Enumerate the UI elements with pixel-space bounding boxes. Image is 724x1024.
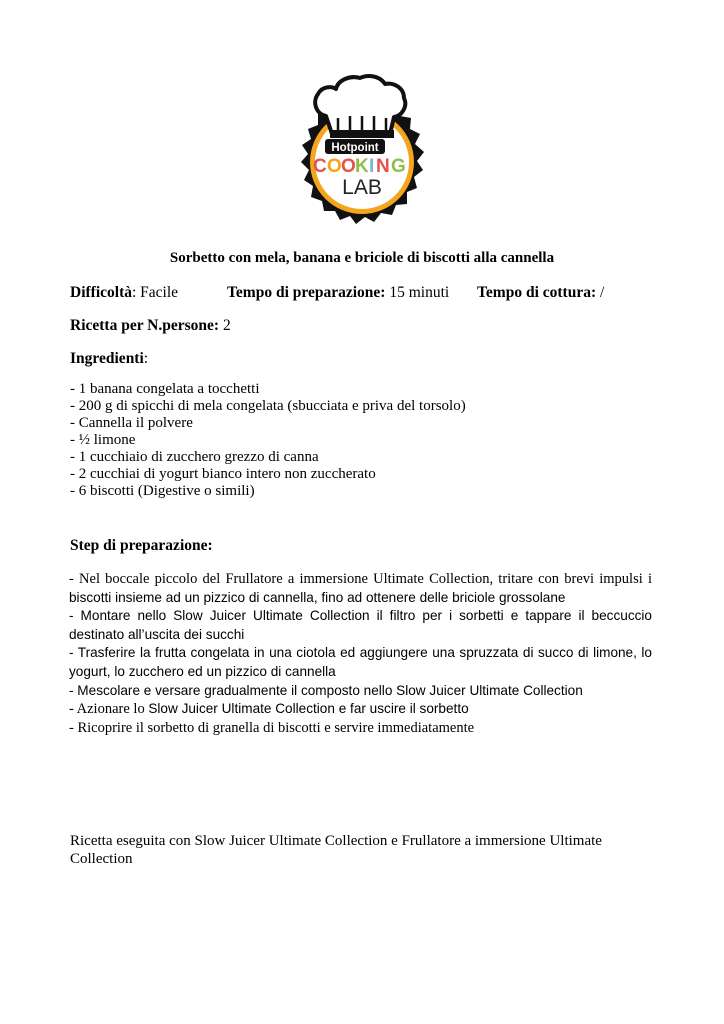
difficulty bbox=[70, 283, 178, 303]
prep-time-label: Tempo di preparazione: bbox=[227, 284, 386, 301]
step-text-sans: Slow Juicer Ultimate Collection e far uscire il sorbetto bbox=[148, 701, 469, 717]
difficulty-label: Difficoltà bbox=[70, 284, 132, 301]
cooking-letter: O bbox=[341, 156, 356, 177]
recipe-title: Sorbetto con mela, banana e briciole di biscotti alla cannella bbox=[169, 250, 555, 266]
servings-label: Ricetta per N.persone: bbox=[70, 317, 220, 334]
ingredient-item: - 1 cucchiaio di zucchero grezzo di canna bbox=[70, 449, 319, 465]
cooking-letter: O bbox=[327, 156, 342, 177]
steps-heading: Step di preparazione: bbox=[70, 537, 213, 554]
chef-hat-icon bbox=[315, 76, 405, 138]
ingredient-item: - 6 biscotti (Digestive o simili) bbox=[70, 483, 255, 499]
hotpoint-brand-text: Hotpoint bbox=[331, 142, 379, 154]
servings-value: 2 bbox=[219, 317, 231, 334]
hotpoint-cooking-lab-logo bbox=[286, 72, 438, 230]
step-text-sans: - Trasferire la frutta congelata in una ciotola ed aggiungere una spruzzata di succo di limone, lo yogurt, lo zucchero ed un pizzico di cannella bbox=[69, 645, 652, 679]
step-text-serif: - Nel boccale piccolo del Frullatore a immersione Ultimate Collection, tritare con brevi impulsi i bbox=[69, 571, 652, 587]
recipe-footer-note: Ricetta eseguita con Slow Juicer Ultimate Collection e Frullatore a immersione Ultimate Collection bbox=[70, 833, 602, 867]
step-item bbox=[69, 682, 652, 701]
cook-time-label: Tempo di cottura: bbox=[477, 284, 597, 301]
logo-graphic bbox=[286, 72, 438, 230]
prep-time bbox=[227, 283, 449, 303]
lab-word: LAB bbox=[342, 176, 382, 199]
step-text-sans: - Mescolare e versare gradualmente il composto nello Slow Juicer Ultimate Collection bbox=[69, 682, 583, 698]
step-item bbox=[69, 700, 652, 719]
step-text-serif: - Ricoprire il sorbetto di granella di biscotti e servire immediatamente bbox=[69, 719, 475, 736]
cooking-letter: C bbox=[313, 156, 327, 177]
step-item bbox=[69, 719, 652, 738]
step-text-sans: - Montare nello Slow Juicer Ultimate Collection il filtro per i sorbetti e tappare il beccuccio destinato all’uscita dei succhi bbox=[69, 608, 652, 642]
cook-time bbox=[477, 283, 604, 303]
step-item bbox=[69, 571, 652, 607]
cooking-letter: K bbox=[355, 156, 369, 177]
ingredients-heading-colon: : bbox=[143, 350, 149, 367]
cooking-letter: I bbox=[369, 156, 375, 177]
step-text-sans: biscotti insieme ad un pizzico di cannella, fino ad ottenere delle briciole grossolane bbox=[69, 589, 566, 605]
cooking-word bbox=[313, 156, 406, 177]
ingredient-item: - ½ limone bbox=[70, 432, 136, 448]
difficulty-value: : Facile bbox=[131, 284, 179, 301]
ingredient-item: - 200 g di spicchi di mela congelata (sbucciata e priva del torsolo) bbox=[70, 398, 466, 414]
ingredients-heading bbox=[70, 349, 148, 369]
ingredient-item: - 2 cucchiai di yogurt bianco intero non zuccherato bbox=[70, 466, 376, 482]
steps-list bbox=[69, 571, 652, 737]
ingredient-item: - 1 banana congelata a tocchetti bbox=[70, 381, 260, 397]
ingredients-heading-label: Ingredienti bbox=[70, 350, 144, 367]
step-item bbox=[69, 644, 652, 681]
servings bbox=[70, 316, 231, 336]
prep-time-value: 15 minuti bbox=[385, 284, 450, 301]
ingredient-item: - Cannella il polvere bbox=[70, 415, 193, 431]
ingredients-list bbox=[70, 381, 466, 500]
step-item bbox=[69, 607, 652, 644]
step-text-serif: - Azionare lo bbox=[69, 701, 149, 718]
cook-time-value: / bbox=[596, 284, 605, 301]
cooking-letter: N bbox=[376, 156, 390, 177]
cooking-letter: G bbox=[391, 156, 406, 177]
